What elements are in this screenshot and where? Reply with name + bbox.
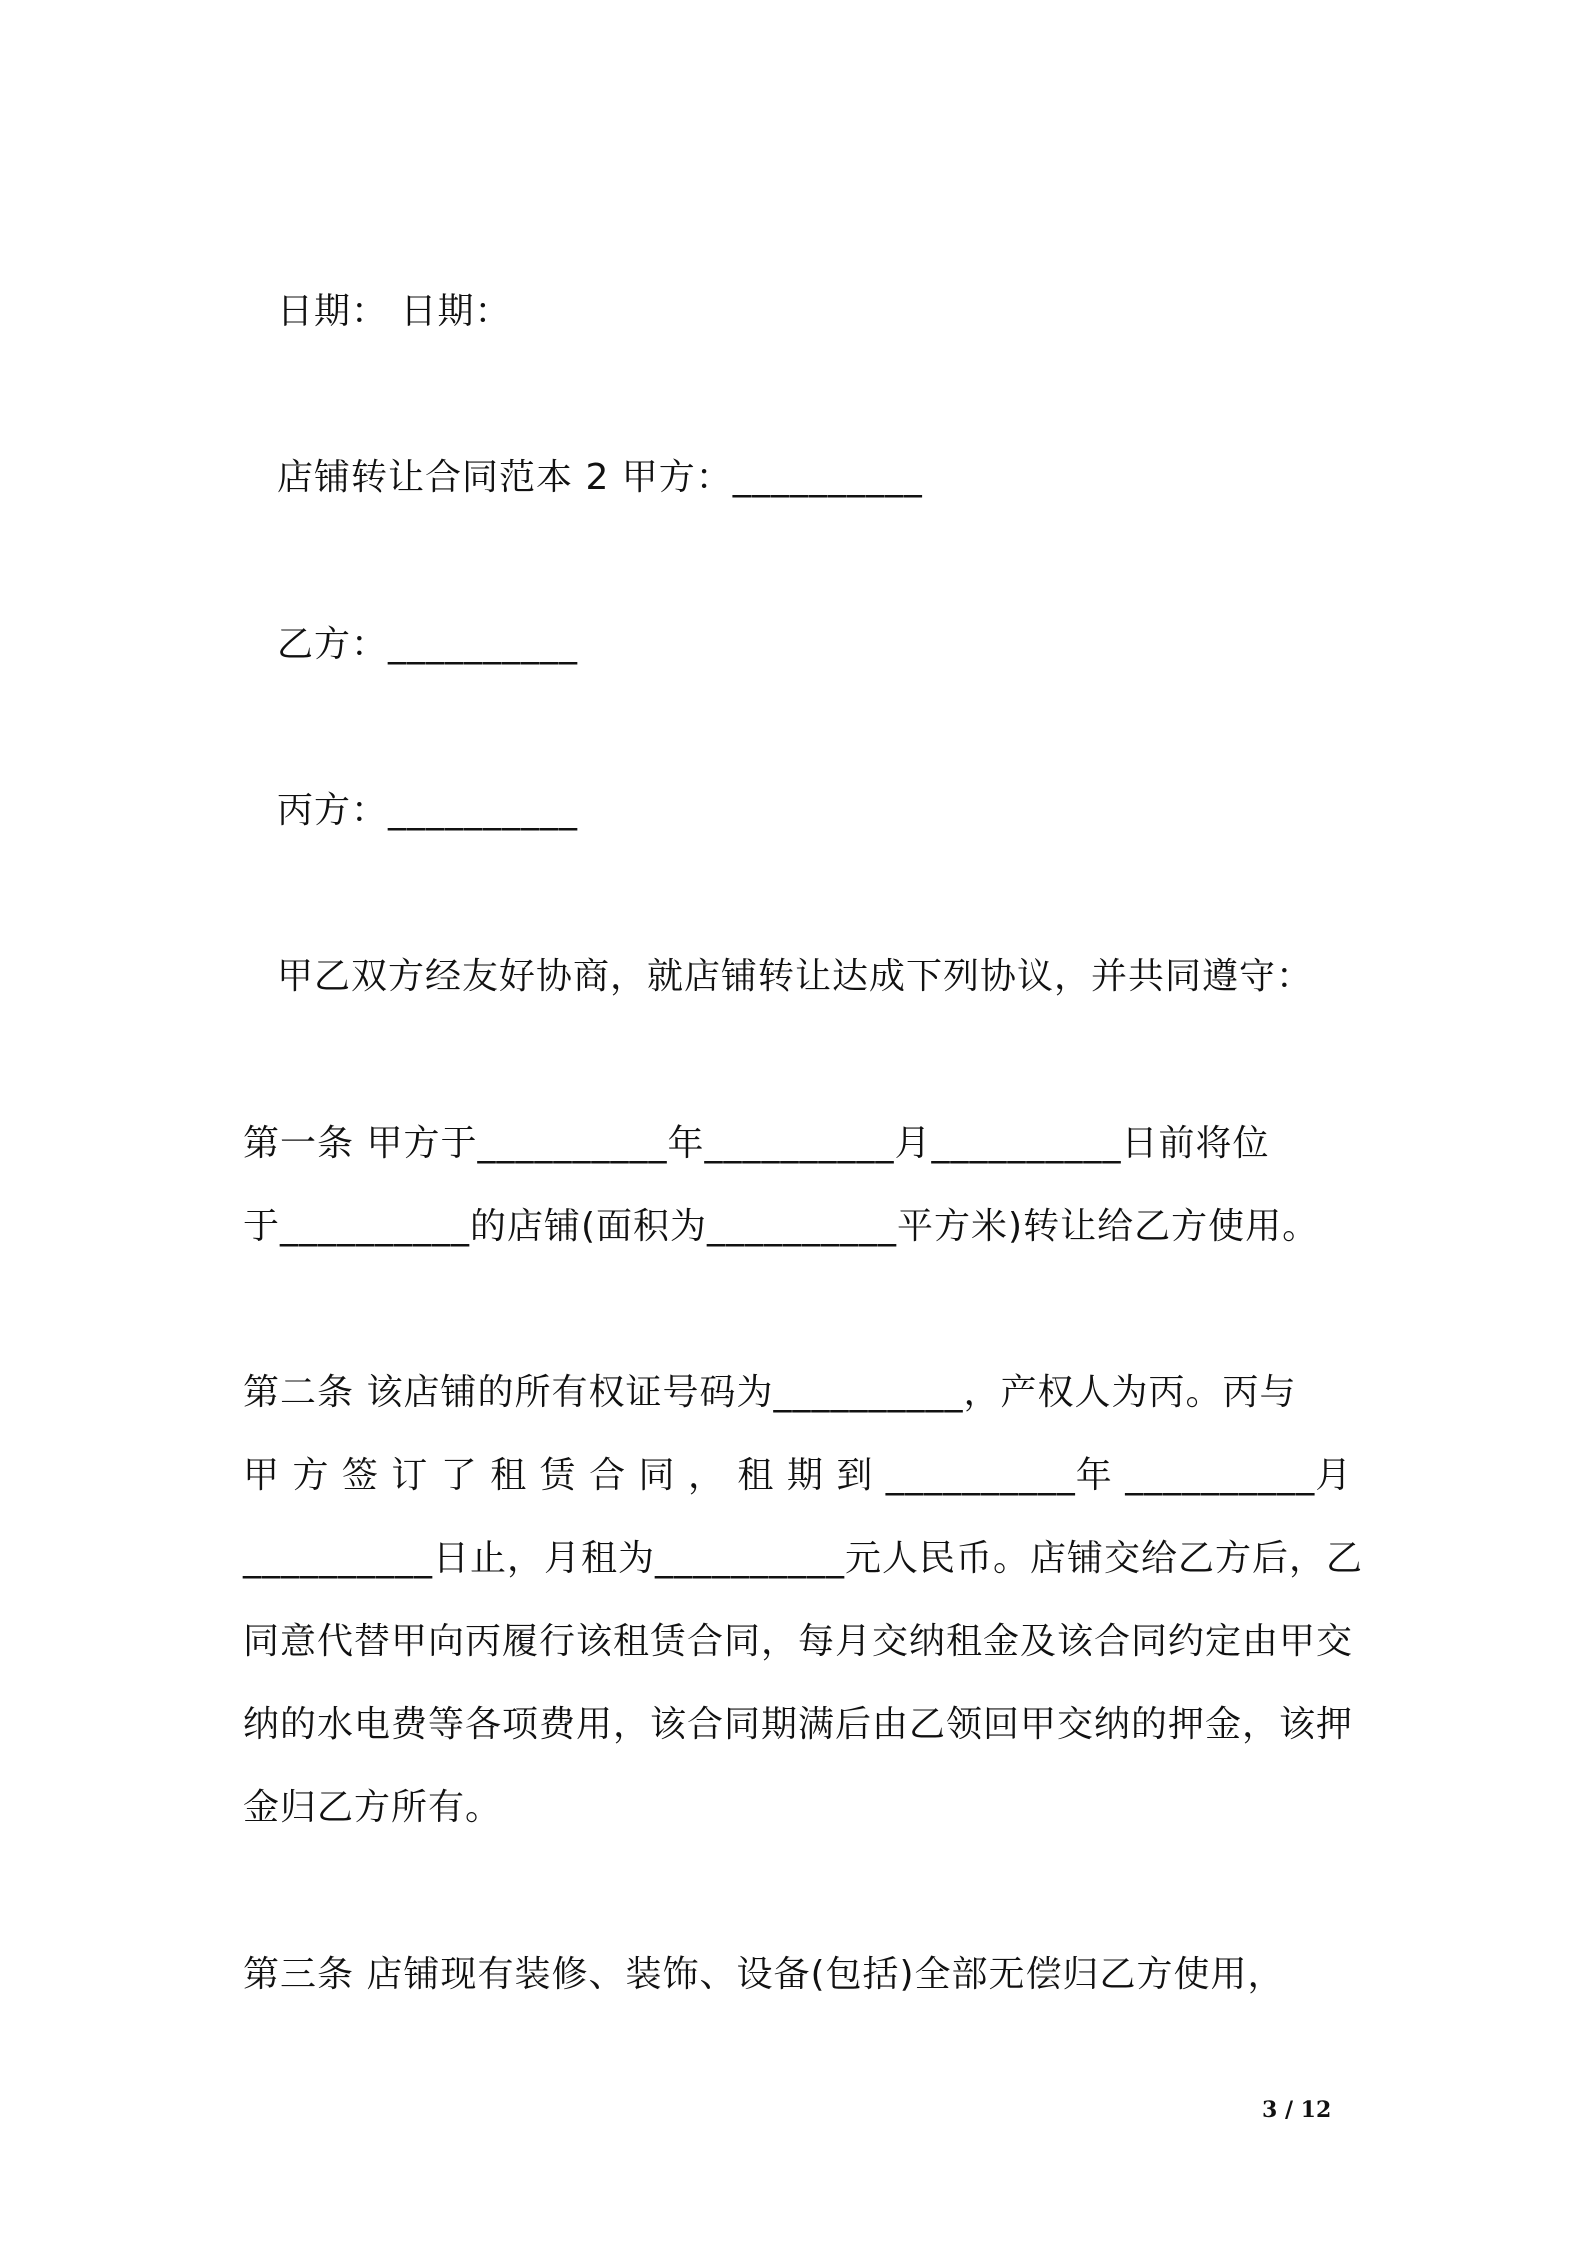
article-2-line-3: __________日止，月租为__________元人民币。店铺交给乙方后，乙 [243,1538,1364,1579]
date-line: 日期： 日期： [277,291,512,332]
party-b-line: 乙方：__________ [277,624,579,665]
article-2-line-1: 第二条 该店铺的所有权证号码为__________，产权人为丙。丙与 [243,1372,1297,1413]
article-2-line-5: 纳的水电费等各项费用，该合同期满后由乙领回甲交纳的押金，该押 [243,1704,1354,1745]
page-number: 3 / 12 [1262,2097,1332,2123]
contract-title-line: 店铺转让合同范本 2 甲方：__________ [277,457,923,498]
article-2-line-2: 甲 方 签 订 了 租 赁 合 同 ， 租 期 到 __________年 __________月 [243,1455,1353,1496]
party-c-line: 丙方：__________ [277,790,579,831]
article-1-line-1: 第一条 甲方于__________年__________月__________日前将位 [243,1123,1270,1164]
preamble-line: 甲乙双方经友好协商，就店铺转让达成下列协议，并共同遵守： [277,956,1314,997]
article-2-line-4: 同意代替甲向丙履行该租赁合同，每月交纳租金及该合同约定由甲交 [243,1621,1354,1662]
article-3-line-1: 第三条 店铺现有装修、装饰、设备(包括)全部无偿归乙方使用， [243,1954,1285,1995]
article-1-line-2: 于__________的店铺(面积为__________平方米)转让给乙方使用。 [243,1206,1320,1247]
article-2-line-6: 金归乙方所有。 [243,1787,503,1828]
